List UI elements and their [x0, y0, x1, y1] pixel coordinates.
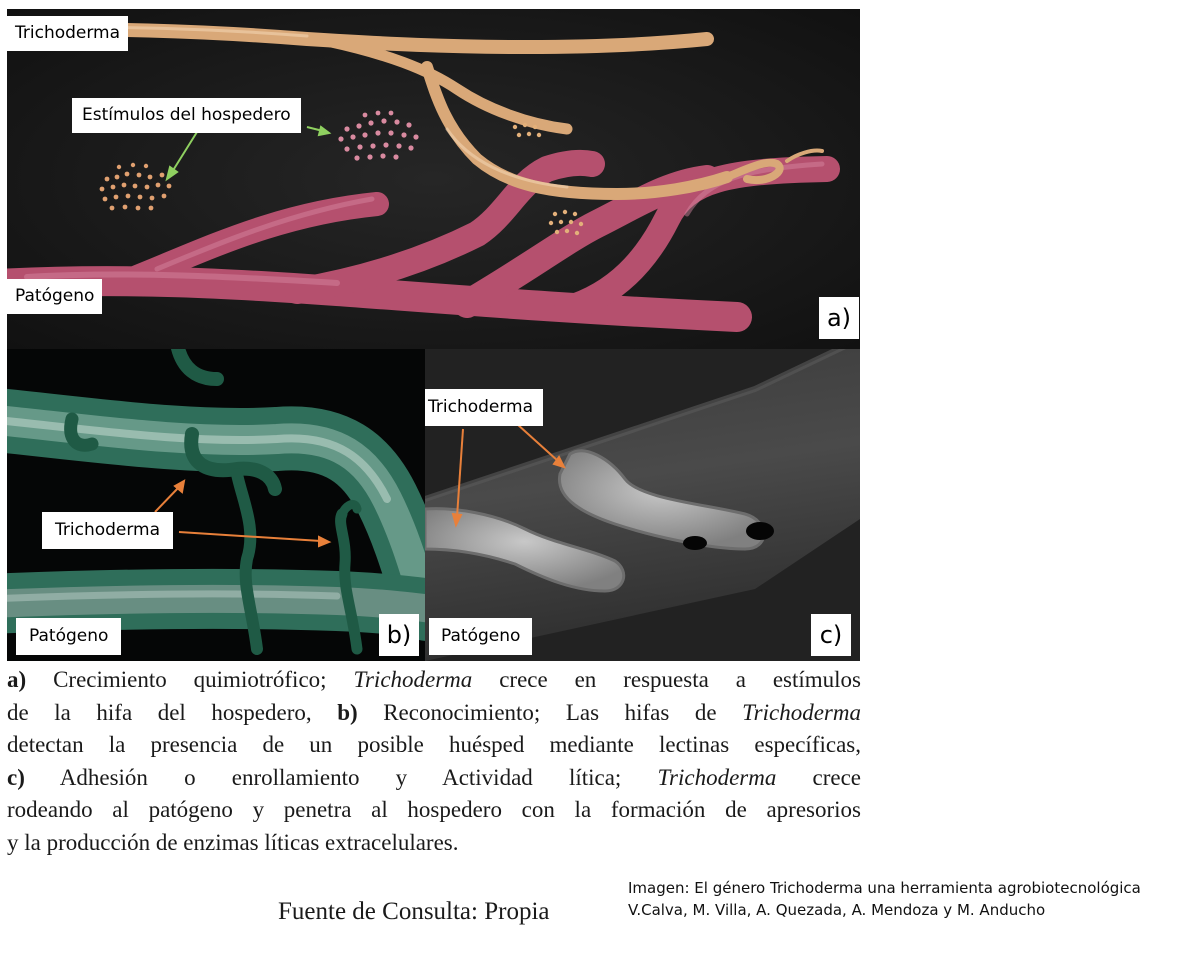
panel-b-recognition	[7, 349, 425, 661]
label-trichoderma-c: Trichoderma	[425, 389, 543, 426]
panel-a-chemotropic-growth	[7, 9, 860, 349]
image-credit	[628, 877, 1141, 921]
caption-marker-b: b)	[337, 699, 358, 725]
caption-marker-c: c)	[7, 764, 25, 790]
label-pathogen-c: Patógeno	[429, 618, 532, 655]
caption-line-5: rodeando al patógeno y penetra al hospedero con la formación de apresorios	[7, 797, 861, 822]
label-pathogen-b: Patógeno	[16, 618, 121, 655]
caption-line-3: detectan la presencia de un posible huésped mediante lectinas específicas,	[7, 732, 861, 757]
panel-letter-b: b)	[379, 614, 419, 656]
figure-caption	[7, 664, 861, 859]
label-trichoderma-b: Trichoderma	[42, 512, 173, 549]
panel-a-illustration	[7, 9, 860, 349]
label-pathogen-a: Patógeno	[7, 279, 102, 314]
caption-a-text-2: crece en respuesta a estímulos	[472, 667, 861, 692]
label-trichoderma-a: Trichoderma	[7, 16, 128, 51]
caption-c-text-2: crece	[776, 764, 862, 790]
credit-line-1: Imagen: El género Trichoderma una herramienta agrobiotecnológica	[628, 879, 1141, 897]
caption-line-6: y la producción de enzimas líticas extracelulares.	[7, 829, 459, 855]
source-note: Fuente de Consulta: Propia	[278, 898, 550, 925]
caption-line-4	[7, 762, 861, 795]
caption-line2-text: de la hifa del hospedero,	[7, 699, 338, 725]
label-host-stimuli: Estímulos del hospedero	[72, 98, 301, 133]
caption-c-italic: Trichoderma	[657, 764, 777, 790]
credit-line-2: V.Calva, M. Villa, A. Quezada, A. Mendoza y M. Anducho	[628, 901, 1046, 919]
caption-marker-a: a)	[7, 667, 27, 692]
caption-a-text-1: Crecimiento quimiotrófico;	[26, 667, 354, 692]
caption-b-text-1: Reconocimiento; Las hifas de	[357, 699, 743, 725]
panel-b-illustration	[7, 349, 425, 661]
caption-a-italic: Trichoderma	[353, 667, 473, 692]
caption-b-italic: Trichoderma	[742, 699, 861, 725]
panel-letter-c: c)	[811, 614, 851, 656]
caption-c-text-1: Adhesión o enrollamiento y Actividad lítica;	[24, 764, 658, 790]
panel-letter-a: a)	[819, 297, 859, 339]
caption-line-2	[7, 697, 861, 730]
caption-line-1	[7, 664, 861, 697]
panel-c-adhesion-lysis	[425, 349, 860, 661]
